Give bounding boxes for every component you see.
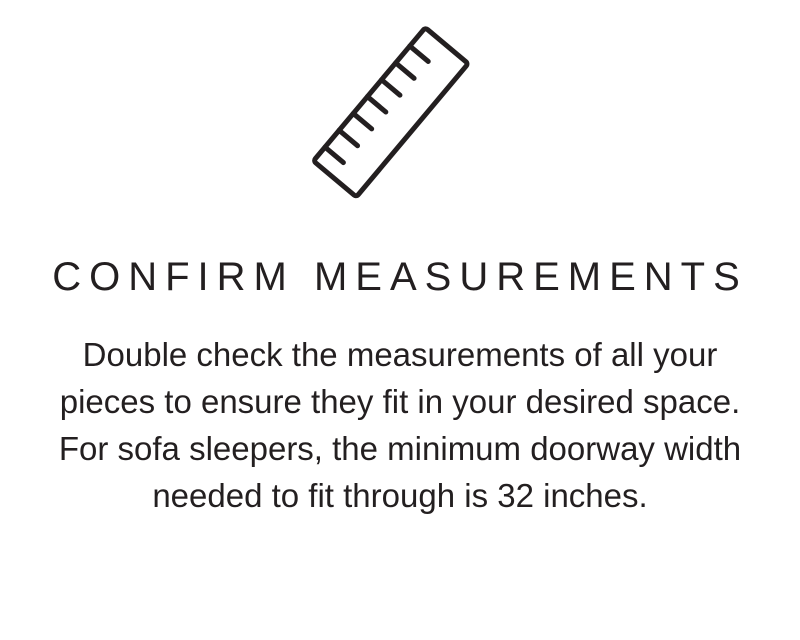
ruler-icon — [290, 20, 510, 220]
page-title: CONFIRM MEASUREMENTS — [52, 255, 748, 299]
description-text: Double check the measurements of all your pieces to ensure they fit in your desired space. For sofa sleepers, the minimum doorway width needed to fit through is 32 inches. — [58, 336, 742, 514]
